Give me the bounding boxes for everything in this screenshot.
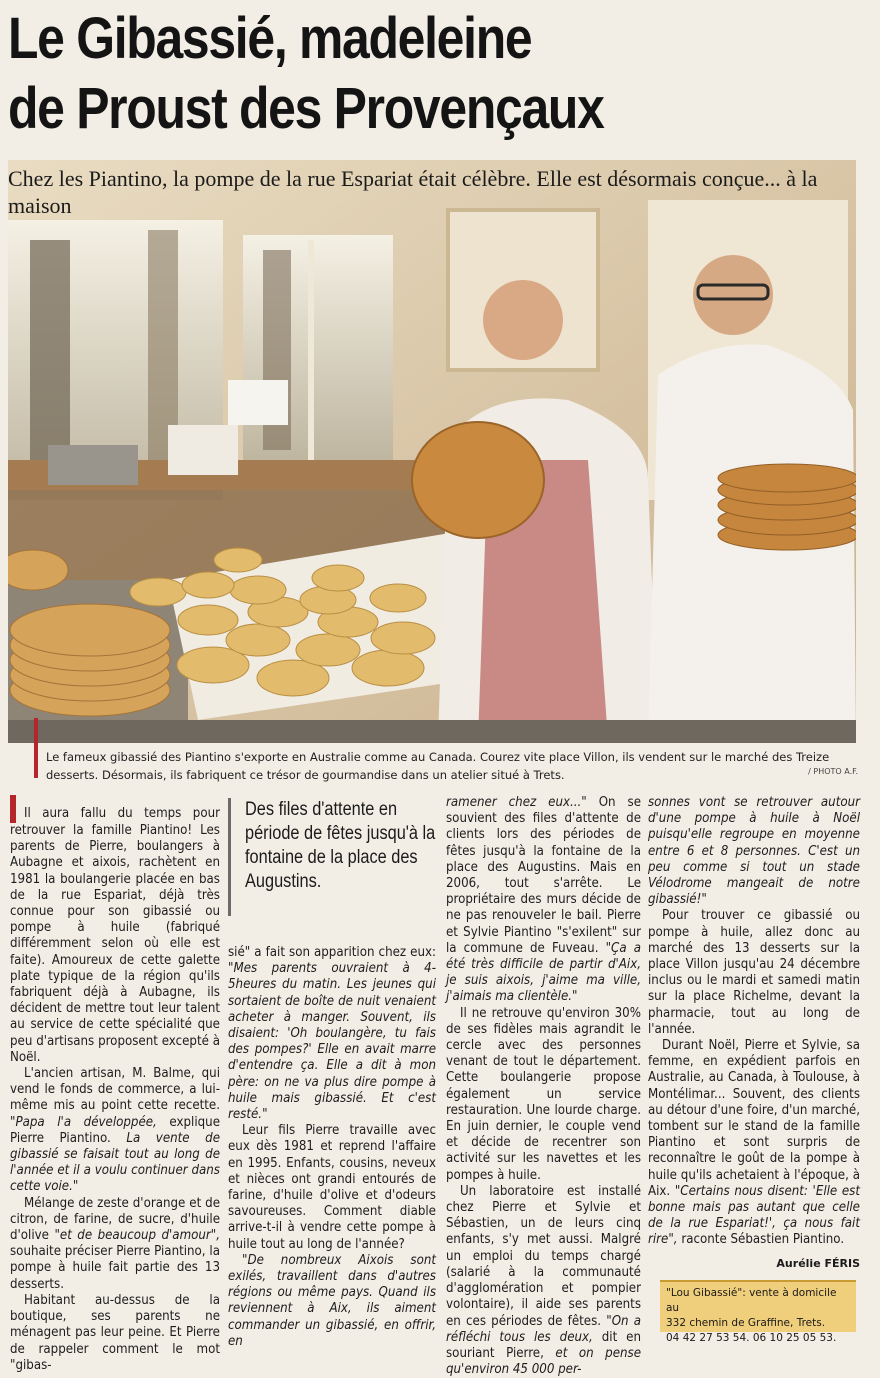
quote: ça nous fait rire", [648, 1216, 860, 1248]
photo-caption: Le fameux gibassié des Piantino s'exporte en Australie comme au Canada. Courez vite place Villon, ils vendent sur le marché des Treize desserts. Désormais, ils fabriquent ce trésor de gourmandise dans un atelier situé à Trets. [46, 750, 830, 782]
article-column-2 [228, 945, 436, 1350]
paragraph-text: Mélange de zeste d'orange et de citron, de farine, de sucre, d'huile d'olive [10, 1195, 220, 1244]
paragraph [648, 1038, 860, 1249]
quote: "Mes parents ouvraient à 4-5heures du matin. Les jeunes qui sortaient de boîte de nuit venaient acheter à manger. Souvent, ils disaient: 'Oh boulangère, tu fais des pompes?' Elle en avait marre d'entendre ça. Elle a dit à mon père: on ne va plus dire pompe à huile mais gibassié. Et c'est resté." [228, 961, 436, 1123]
quote: "Certains nous disent: 'Elle est bonne mais pas autant que celle de la rue Espariat!', [648, 1183, 860, 1232]
paragraph [648, 795, 860, 908]
paragraph [446, 1006, 641, 1184]
paragraph-text: Il ne retrouve qu'environ 30% de ses fidèles mais agrandit le cercle avec des personnes venant de tout le département. Cette boulangerie propose également un service restauration. Une lourde charge. En juin dernier, le couple vend et décide de recentrer son activité sur les navettes et les pompes à huile. [446, 1005, 641, 1183]
paragraph [10, 795, 220, 1066]
article-column-3 [446, 795, 641, 1378]
paragraph-text: On se souvient des files d'attente de clients lors des périodes de fêtes jusqu'à la fontaine de la place des Augustins. Mais en 2006, tout s'arrête. Le propriétaire des murs décide de ne pas renouveler le bail. Pierre et Sylvie Piantino "s'exilent" sur la commune de Fuveau. [446, 795, 642, 956]
paragraph-text: Habitant au-dessus de la boutique, ses parents ne ménagent pas leur peine. Et Pierre de rappeler comment le mot "gibas- [10, 1292, 220, 1373]
paragraph [228, 945, 436, 1123]
caption-accent-bar [34, 718, 38, 778]
quote: "et de beaucoup d'amour", [54, 1228, 220, 1244]
paragraph-text: sié" a fait son apparition chez eux: [228, 945, 436, 960]
quote: "De nombreux Aixois sont exilés, travaillent dans d'autres régions ou même pays. Quand ils reviennent à Aix, ils aiment commander un gibassié, en offrir, en [228, 1252, 436, 1349]
paragraph [10, 1293, 220, 1374]
article-column-4 [648, 795, 860, 1249]
paragraph-text: Leur fils Pierre travaille avec eux dès 1981 et reprend l'affaire en 1995. Enfants, cousins, neveux et nièces ont grandi entourés de farine, d'huile d'olive et d'odeurs savoureuses. Comment diable arrive-t-il à vendre cette pompe à huile tout au long de l'année? [228, 1123, 436, 1252]
headline-line-2: de Proust des Provençaux [8, 76, 604, 141]
paragraph [10, 1196, 220, 1293]
paragraph [648, 908, 860, 1038]
photo-credit: / PHOTO A.F. [808, 767, 858, 776]
paragraph [10, 1066, 220, 1196]
quote: ramener chez eux..." [446, 795, 587, 810]
paragraph-text: explique Pierre Piantino. [10, 1114, 220, 1146]
pull-quote-text: Des files d'attente en période de fêtes jusqu'à la fontaine de la place des Augustins. [245, 799, 436, 892]
article-subhead: Chez les Piantino, la pompe de la rue Espariat était célèbre. Elle est désormais conçue... à la maison [8, 166, 818, 218]
paragraph-text: raconte Sébastien Piantino. [681, 1232, 845, 1248]
pull-quote [228, 798, 441, 916]
article-column-1 [10, 795, 220, 1374]
quote: La vente de gibassié se faisait tout au long de l'année et il a voulu continuer dans cette voie." [10, 1130, 220, 1195]
infobox-line: "Lou Gibassié": vente à domicile au [666, 1287, 837, 1314]
paragraph-text: L'ancien artisan, M. Balme, qui vend le fonds de commerce, a lui-même mis au point cette recette. [10, 1066, 220, 1114]
paragraph [446, 795, 641, 1006]
paragraph [446, 1184, 641, 1378]
quote: et on pense qu'environ 45 000 per- [446, 1345, 641, 1378]
quote: "On a réfléchi tous les deux, [446, 1313, 641, 1345]
quote: "Papa l'a développée, [10, 1114, 157, 1130]
paragraph-text: souhaite préciser Pierre Piantino, la pompe à huile fait partie des 13 desserts. [10, 1244, 220, 1292]
headline-line-1: Le Gibassié, madeleine [8, 6, 532, 71]
quote: "Ça a été très difficile de partir d'Aix, je suis aixois, j'aime ma ville, j'aimais ma clientèle." [446, 940, 641, 1005]
paragraph-text: Durant Noël, Pierre et Sylvie, sa femme, en expédient parfois en Australie, au Canada, à Toulouse, à Montélimar... Souvent, des clients au détour d'une foire, d'un marché, tombent sur le stand de la famille Piantino et sont surpris de reconnaître le goût de la pompe à huile qu'ils achetaient à l'époque, à Aix. [648, 1038, 860, 1199]
paragraph [228, 1123, 436, 1253]
infobox-line: 04 42 27 53 54. 06 10 25 05 53. [666, 1332, 837, 1344]
paragraph-text: Pour trouver ce gibassié ou pompe à huile, allez donc au marché des 13 desserts sur la place Villon jusqu'au 24 décembre inclus ou le mardi et samedi matin sur la place Richelme, devant la pharmacie, tout au long de l'année. [648, 908, 860, 1037]
paragraph [228, 1253, 436, 1350]
paragraph-text: Il aura fallu du temps pour retrouver la famille Piantino! Les parents de Pierre, boulangers à Aubagne et aixois, rachètent en 1981 la boulangerie placée en bas de la rue Espariat, déjà très connue pour son gibassié ou pompe à huile (fabriqué différemment selon où elle est faite). Amoureux de cette galette plate typique de la région qu'ils fabriquent déjà à Aubagne, ils décident de mettre tout leur talent au service de cette spécialité que peu d'artisans proposent excepté à Noël. [10, 806, 220, 1065]
paragraph-text: Un laboratoire est installé chez Pierre et Sylvie et Sébastien, un de leurs cinq enfants, s'y met aussi. Malgré un emploi du temps chargé (salarié à la communauté d'agglomération et pompier volontaire), il aide ses parents en ces périodes de fêtes. [446, 1183, 641, 1329]
headline [8, 4, 748, 144]
infobox-line: 332 chemin de Graffine, Trets. [666, 1317, 826, 1329]
contact-infobox [660, 1280, 856, 1344]
quote: sonnes vont se retrouver autour d'une pompe à huile à Noël puisqu'elle regroupe en moyenne entre 6 et 8 personnes. C'est un peu comme si tout un stade Vélodrome mangeait de notre gibassié!" [648, 795, 860, 908]
paragraph-text: dit en souriant Pierre, [446, 1329, 641, 1361]
author-signature: Aurélie FÉRIS [776, 1257, 860, 1270]
lead-marker [10, 795, 16, 823]
bakery-photo [8, 160, 856, 743]
